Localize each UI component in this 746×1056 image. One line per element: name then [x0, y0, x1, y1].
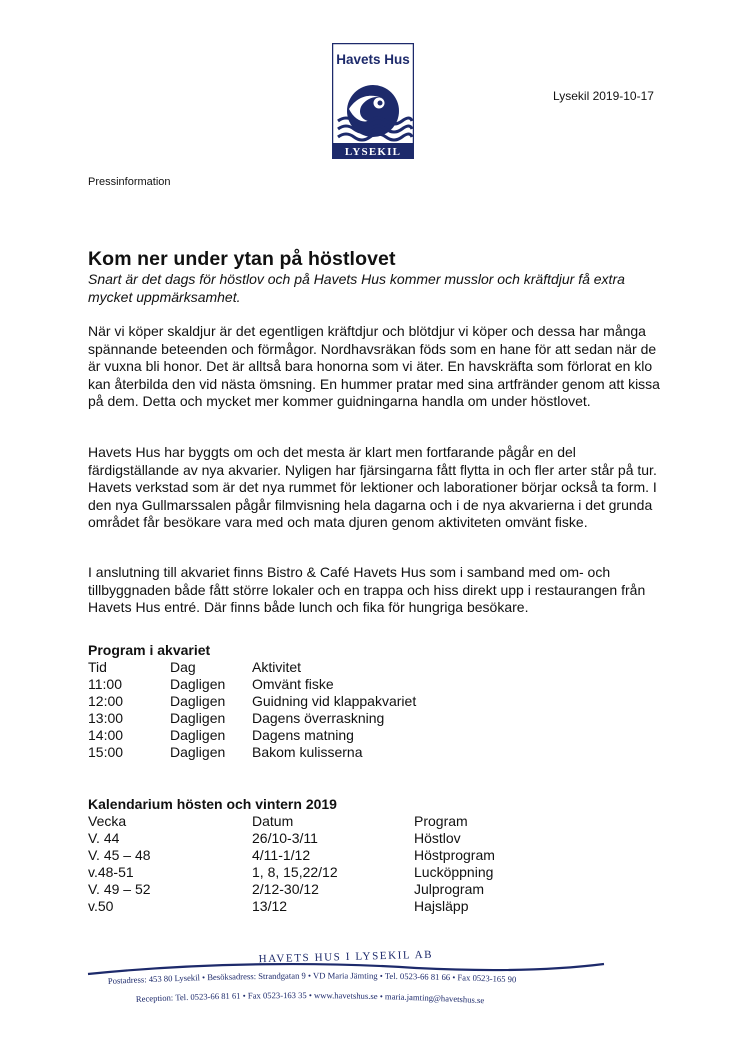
table-header-row [88, 659, 416, 676]
calendar-title: Kalendarium hösten och vintern 2019 [88, 796, 337, 812]
activity-cell: Dagens överraskning [252, 710, 385, 726]
activity-cell: Guidning vid klappakvariet [252, 693, 417, 709]
body-paragraph: I anslutning till akvariet finns Bistro & Café Havets Hus som i samband med om- och tillbyggnaden både fått större lokaler och en trappa och hiss direkt upp i restaurangen från Havets Hus entré. Där finns både lunch och fika för hungriga besökare. [88, 564, 646, 615]
program-cell: Julprogram [414, 881, 485, 897]
body-paragraph: Havets Hus har byggts om och det mesta är klart men fortfarande pågår en del färdigställande av nya akvarier. Nyligen har fjärsingarna fått flytta in och fler arter står på tur. Havets verkstad som är det nya rummet för lektioner och laborationer börjar också ta form. I den nya Gullmarssalen pågår filmvisning hela dagarna och i de nya akvarierna i det grunda området får besökare vara med och mata djuren genom aktiviteten omvänt fiske. [88, 444, 657, 530]
date-cell: 13/12 [252, 898, 288, 914]
table-row [88, 864, 495, 881]
place-date: Lysekil 2019-10-17 [553, 89, 654, 103]
date-cell: 26/10-3/11 [252, 830, 318, 846]
table-row [88, 881, 495, 898]
column-header: Vecka [88, 813, 127, 829]
program-cell: Lucköppning [414, 864, 494, 880]
column-header: Tid [88, 659, 107, 675]
havets-hus-logo [332, 43, 414, 159]
time-cell: 11:00 [88, 676, 122, 692]
footer-contact-line: Reception: Tel. 0523-66 81 61 • Fax 0523-163 35 • www.havetshus.se • maria.jamting@havetshus.se [135, 990, 485, 1006]
table-row [88, 693, 416, 710]
date-cell: 4/11-1/12 [252, 847, 311, 863]
footer-address-line: Postadress: 453 80 Lysekil • Besöksadress: Strandgatan 9 • VD Maria Jämting • Tel. 0523-66 81 66 • Fax 0523-165 90 [107, 970, 517, 986]
day-cell: Dagligen [170, 710, 226, 726]
body-paragraph: När vi köper skaldjur är det egentligen kräftdjur och blötdjur vi köper och dessa har många spännande beteenden och förmågor. Nordhavsräkan föds som en hane för att sedan när de är vuxna bli honor. Det är alltså bara honorna som vi äter. En havskräfta som förlorat en klo kan återbilda den vid nästa ömsning. En hummer pratar med sina artfränder genom att kissa på dem. Detta och mycket mer kommer guidningarna handla om under höstlovet. [88, 323, 660, 409]
table-row [88, 847, 495, 864]
letterhead-footer [86, 946, 606, 1026]
program-cell: Hajsläpp [414, 898, 469, 914]
headline: Kom ner under ytan på höstlovet [88, 248, 396, 270]
table-header-row [88, 813, 495, 830]
time-cell: 12:00 [88, 693, 124, 709]
week-cell: v.48-51 [88, 864, 134, 880]
time-cell: 14:00 [88, 727, 124, 743]
time-cell: 13:00 [88, 710, 124, 726]
column-header: Program [414, 813, 468, 829]
date-cell: 1, 8, 15,22/12 [252, 864, 338, 880]
press-label: Pressinformation [88, 176, 171, 188]
week-cell: V. 45 – 48 [88, 847, 151, 863]
week-cell: V. 49 – 52 [88, 881, 151, 897]
table-row [88, 744, 416, 761]
program-table [88, 659, 416, 761]
program-title: Program i akvariet [88, 642, 211, 658]
table-row [88, 830, 495, 847]
table-row [88, 727, 416, 744]
day-cell: Dagligen [170, 744, 226, 760]
logo-title: Havets Hus [336, 52, 410, 67]
lead-paragraph: Snart är det dags för höstlov och på Havets Hus kommer musslor och kräftdjur få extra mycket uppmärksamhet. [88, 271, 625, 305]
time-cell: 15:00 [88, 744, 124, 760]
column-header: Datum [252, 813, 294, 829]
program-cell: Höstlov [414, 830, 461, 846]
logo-subtitle: LYSEKIL [344, 146, 402, 158]
column-header: Dag [170, 659, 196, 675]
program-cell: Höstprogram [414, 847, 495, 863]
day-cell: Dagligen [170, 693, 226, 709]
calendar-table [88, 813, 495, 915]
day-cell: Dagligen [170, 676, 226, 692]
week-cell: V. 44 [88, 830, 120, 846]
footer-company: HAVETS HUS I LYSEKIL AB [258, 948, 434, 966]
activity-cell: Omvänt fiske [252, 676, 334, 692]
table-row [88, 710, 416, 727]
date-cell: 2/12-30/12 [252, 881, 319, 897]
week-cell: v.50 [88, 898, 114, 914]
day-cell: Dagligen [170, 727, 226, 743]
column-header: Aktivitet [252, 659, 302, 675]
table-row [88, 676, 416, 693]
activity-cell: Bakom kulisserna [252, 744, 363, 760]
table-row [88, 898, 495, 915]
activity-cell: Dagens matning [252, 727, 354, 743]
